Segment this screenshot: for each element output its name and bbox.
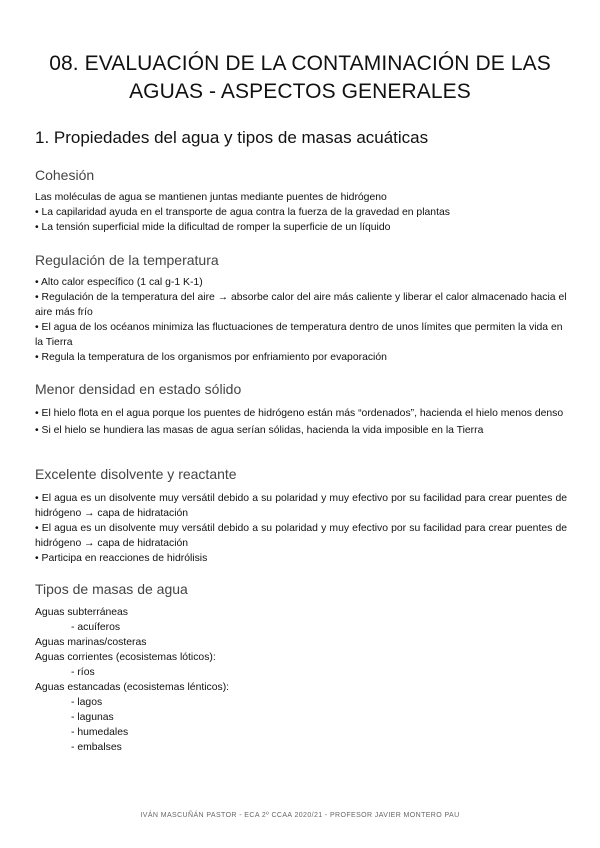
solvent-heading: Excelente disolvente y reactante	[35, 466, 237, 482]
title-line-1: 08. EVALUACIÓN DE LA CONTAMINACIÓN DE LAS	[49, 52, 551, 75]
cohesion-line: • La capilaridad ayuda en el transporte de agua contra la fuerza de la gravedad en plantas	[35, 207, 450, 218]
water-body-subtype: - humedales	[71, 727, 129, 738]
water-body-subtype: - acuíferos	[71, 622, 121, 633]
temperature-line: • El agua de los océanos minimiza las fluctuaciones de temperatura dentro de unos límites que permiten la vida en la Tierra	[35, 322, 563, 348]
water-body-subtype: - lagunas	[71, 712, 114, 723]
cohesion-line: Las moléculas de agua se mantienen juntas mediante puentes de hidrógeno	[35, 192, 387, 203]
cohesion-section	[35, 166, 567, 235]
water-body-subtype: - embalses	[71, 742, 122, 753]
temperature-line: • Regula la temperatura de los organismos por enfriamiento por evaporación	[35, 352, 387, 363]
density-line: • Si el hielo se hundiera las masas de agua serían sólidas, hacienda la vida imposible en la Tierra	[35, 425, 484, 436]
temperature-line: • Regulación de la temperatura del aire → absorbe calor del aire más caliente y liberar el calor almacenado hacia el aire más frío	[35, 292, 567, 318]
solvent-section	[35, 465, 567, 566]
page-footer: IVÁN MASCUÑÁN PASTOR - ECA 2º CCAA 2020/21 - PROFESOR JAVIER MONTERO PAU	[140, 812, 460, 819]
density-section	[35, 380, 567, 438]
temperature-heading: Regulación de la temperatura	[35, 252, 219, 268]
temperature-line: • Alto calor específico (1 cal g-1 K-1)	[35, 277, 203, 288]
solvent-line: • El agua es un disolvente muy versátil debido a su polaridad y muy efectivo por su facilidad para crear puentes de hidrógeno → capa de hidratación	[35, 523, 567, 549]
water-body-type: Aguas marinas/costeras	[35, 637, 147, 648]
water-body-type: Aguas subterráneas	[35, 607, 128, 618]
solvent-line: • Participa en reacciones de hidrólisis	[35, 553, 208, 564]
cohesion-line: • La tensión superficial mide la dificultad de romper la superficie de un líquido	[35, 222, 391, 233]
water-bodies-section	[35, 580, 567, 755]
temperature-section	[35, 251, 567, 365]
water-body-subtype: - lagos	[71, 697, 103, 708]
density-line: • El hielo flota en el agua porque los puentes de hidrógeno están más “ordenados”, hacienda el hielo menos denso	[35, 408, 564, 419]
document-title	[30, 50, 570, 106]
title-line-2: AGUAS - ASPECTOS GENERALES	[129, 80, 471, 103]
water-body-type: Aguas estancadas (ecosistemas lénticos):	[35, 682, 230, 693]
water-body-subtype: - ríos	[71, 667, 95, 678]
water-bodies-heading: Tipos de masas de agua	[35, 581, 188, 597]
solvent-line: • El agua es un disolvente muy versátil debido a su polaridad y muy efectivo por su facilidad para crear puentes de hidrógeno → capa de hidratación	[35, 493, 567, 519]
density-heading: Menor densidad en estado sólido	[35, 381, 242, 397]
section-heading: 1. Propiedades del agua y tipos de masas acuáticas	[35, 128, 429, 147]
water-body-type: Aguas corrientes (ecosistemas lóticos):	[35, 652, 216, 663]
cohesion-heading: Cohesión	[35, 167, 95, 183]
